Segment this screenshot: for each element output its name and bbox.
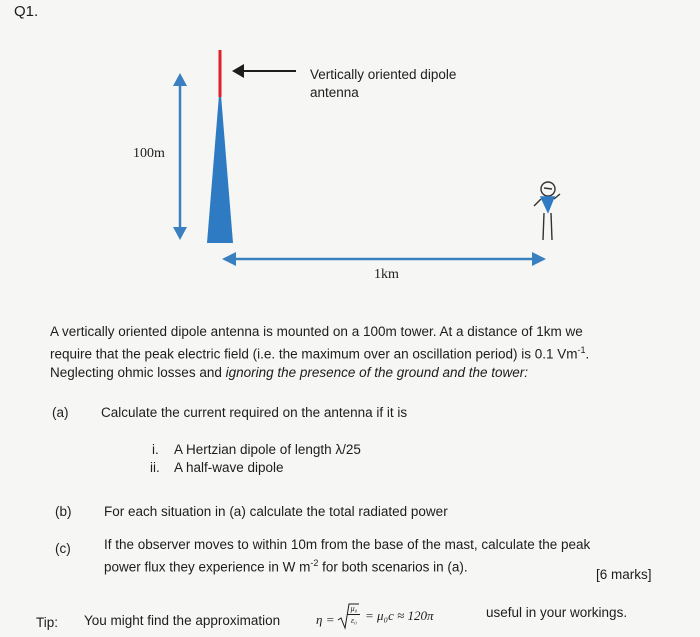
distance-label: 1km — [374, 267, 399, 282]
antenna-label-line2: antenna — [310, 85, 359, 100]
part-a-subitem — [150, 459, 284, 477]
antenna-diagram — [0, 0, 700, 300]
problem-line3-italic: ignoring the presence of the ground and the tower: — [225, 364, 529, 380]
fraction-numerator: μ₀ — [350, 604, 358, 613]
antenna-label — [310, 66, 456, 102]
height-label: 100m — [133, 146, 165, 161]
tip-formula-rhs: = μ₀c ≈ 120π — [365, 608, 434, 623]
part-a-label: (a) — [52, 405, 69, 420]
dipole-pointer-arrow — [232, 64, 296, 78]
observer-figure — [534, 182, 560, 240]
part-b-text: For each situation in (a) calculate the total radiated power — [104, 504, 448, 519]
tip-eta: η = — [316, 612, 335, 627]
antenna-label-line1: Vertically oriented dipole — [310, 67, 457, 82]
problem-line3-text: Neglecting ohmic losses and — [50, 364, 226, 380]
part-c-line1: If the observer moves to within 10m from the base of the mast, calculate the peak — [104, 537, 591, 552]
part-b-label: (b) — [55, 504, 72, 519]
unit-superscript: -1 — [577, 345, 586, 355]
part-c-line2-post: for both scenarios in (a). — [318, 559, 468, 575]
part-a-subitem — [152, 441, 361, 459]
problem-line2 — [50, 341, 690, 364]
problem-statement — [50, 323, 690, 382]
problem-line2-end: . — [585, 346, 590, 362]
problem-line3 — [50, 364, 690, 382]
tip-text-before: You might find the approximation — [84, 613, 281, 628]
antenna-tower — [207, 95, 233, 243]
subitem-text: A half-wave dipole — [174, 460, 284, 475]
subitem-marker: i. — [152, 442, 159, 457]
tip-text-after: useful in your workings. — [486, 605, 628, 620]
marks-label: [6 marks] — [596, 567, 652, 582]
problem-line1: A vertically oriented dipole antenna is mounted on a 100m tower. At a distance of 1km we — [50, 324, 583, 339]
fraction-bar — [347, 614, 360, 615]
distance-arrow — [222, 252, 546, 266]
part-c-label: (c) — [55, 541, 71, 556]
subitem-marker: ii. — [150, 460, 160, 475]
tip-label: Tip: — [36, 615, 59, 630]
part-a-text: Calculate the current required on the antenna if it is — [101, 405, 408, 420]
problem-line2-text: require that the peak electric field (i.e. the maximum over an oscillation period) is 0.1 Vm — [50, 346, 578, 362]
question-number: Q1. — [14, 3, 39, 20]
subitem-text: A Hertzian dipole of length λ/25 — [174, 442, 361, 457]
fraction-denominator: ε₀ — [351, 616, 357, 625]
unit-superscript: -2 — [310, 558, 319, 568]
height-arrow — [173, 73, 187, 240]
part-c-line2-pre: power flux they experience in W m — [104, 559, 311, 575]
